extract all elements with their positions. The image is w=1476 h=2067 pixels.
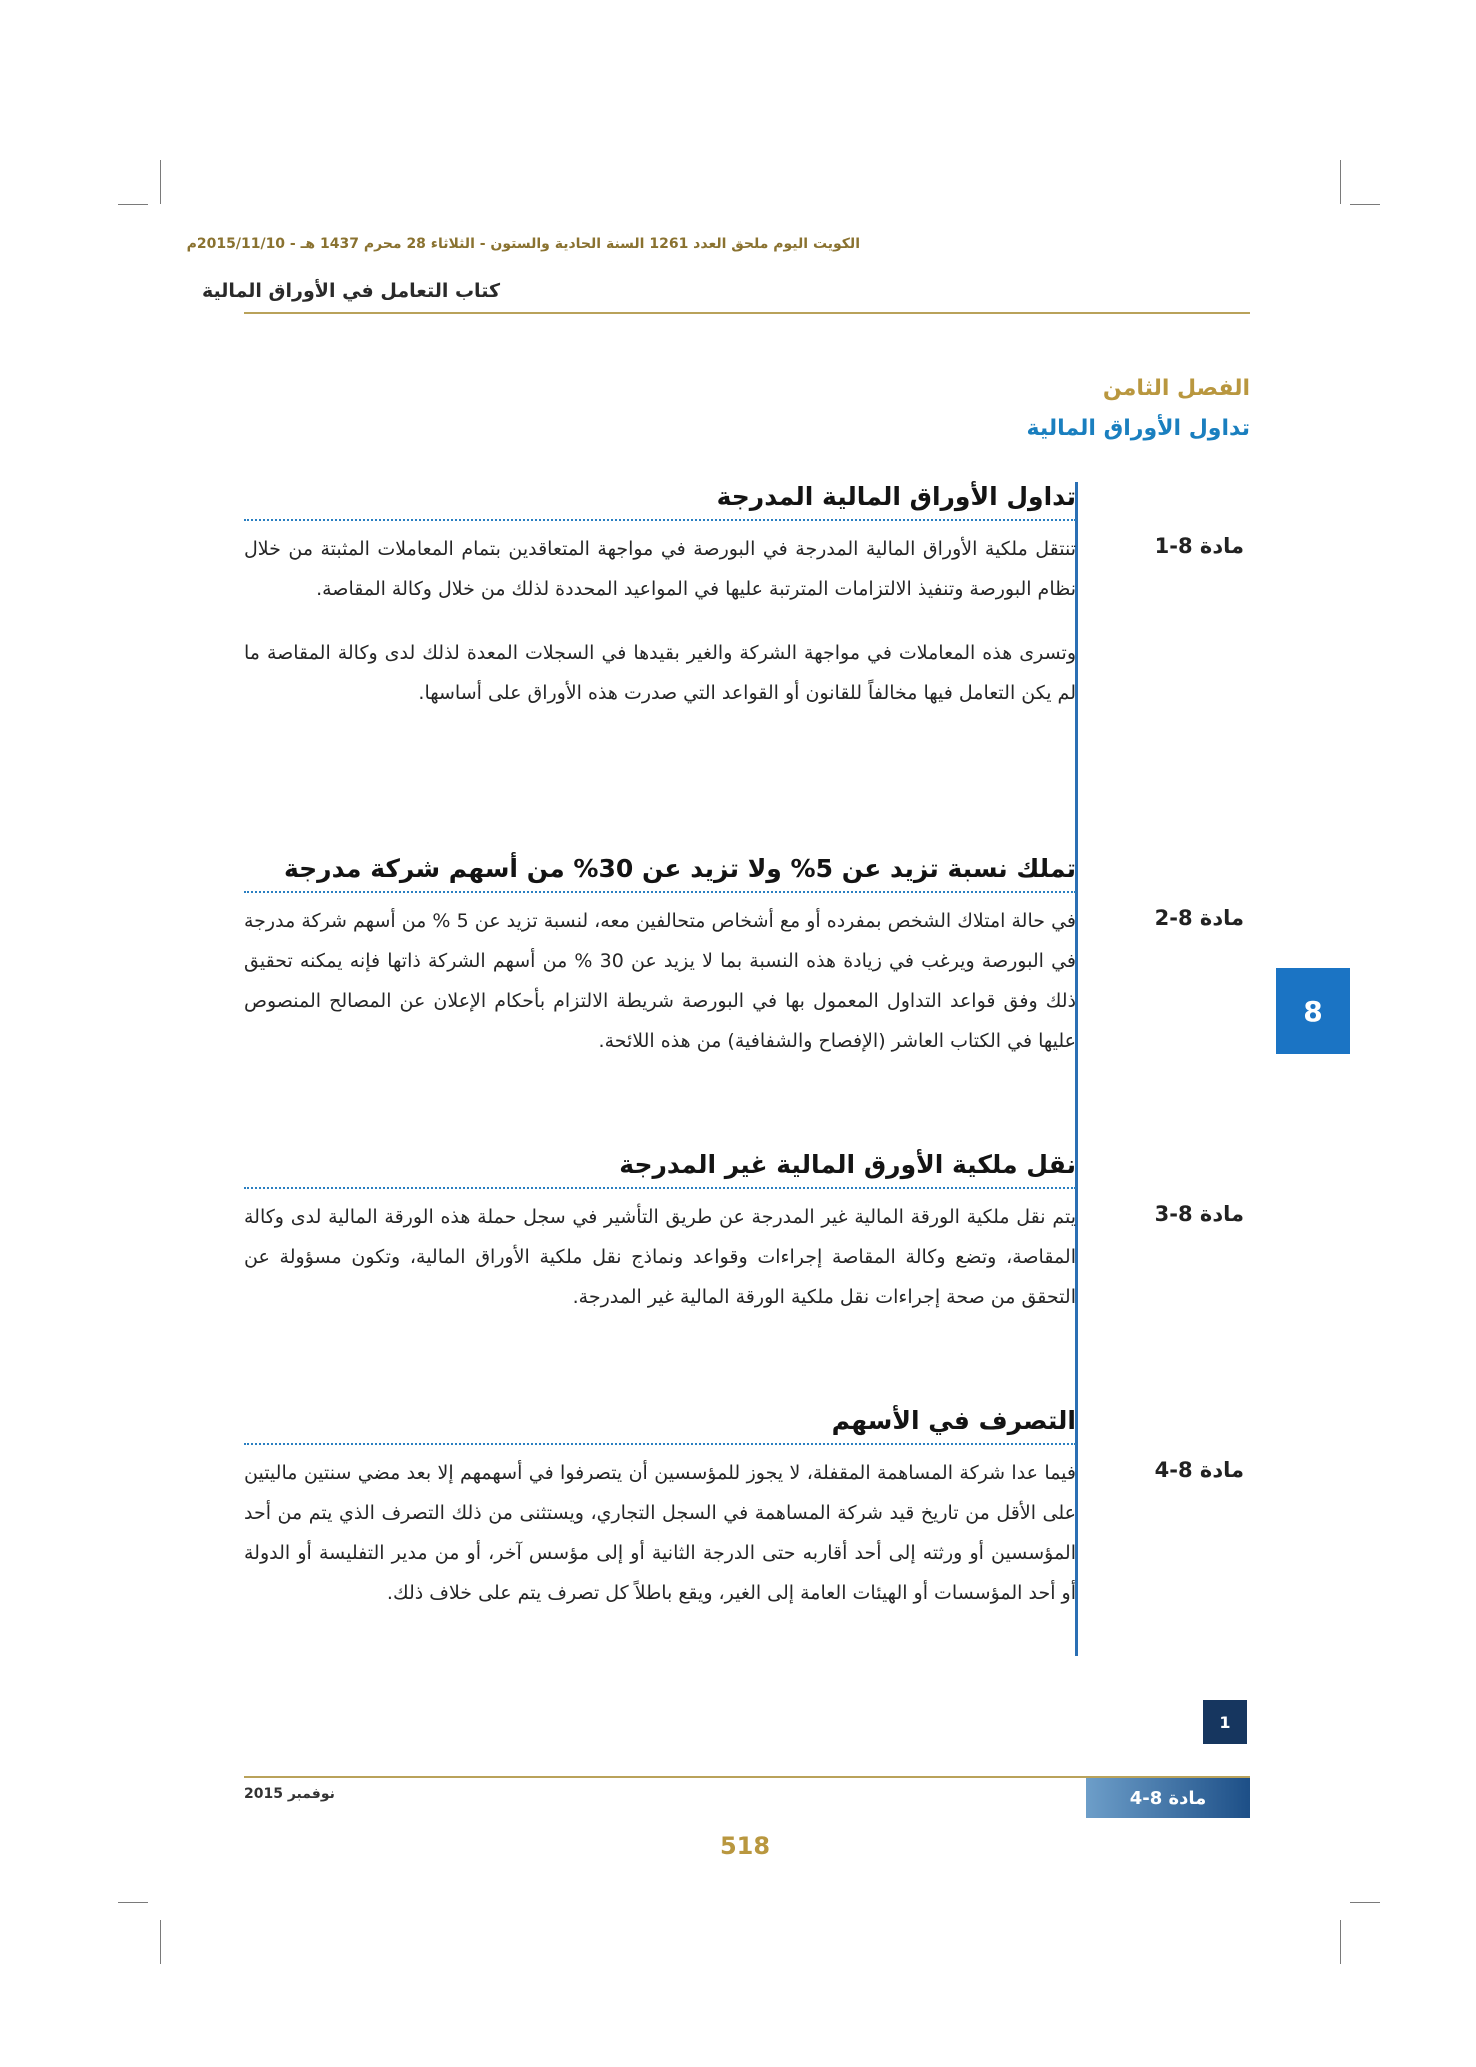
page-number: 518 xyxy=(719,1832,771,1860)
book-title: كتاب التعامل في الأوراق المالية xyxy=(202,280,500,302)
crop-mark xyxy=(118,204,148,205)
article-title: نقل ملكية الأورق المالية غير المدرجة xyxy=(244,1150,1076,1189)
footer-date: نوفمبر 2015 xyxy=(244,1786,335,1802)
crop-mark xyxy=(1350,1902,1380,1903)
gazette-header-line: الكويت اليوم ملحق العدد 1261 السنة الحادية والستون - الثلاثاء 28 محرم 1437 هـ - 2015/11/10م xyxy=(186,236,860,252)
article-number: مادة 8-1 xyxy=(1154,534,1244,558)
chapter-side-tab: 8 xyxy=(1276,968,1350,1054)
article-paragraph: في حالة امتلاك الشخص بمفرده أو مع أشخاص متحالفين معه، لنسبة تزيد عن 5 % من أسهم شركة مدرجة في البورصة ويرغب في زيادة هذه النسبة بما لا يزيد عن 30 % من أسهم الشركة ذاتها فإنه يمكنه تحقيق ذلك وفق قواعد التداول المعمول بها في البورصة شريطة الالتزام بأحكام الإعلان عن المصالح المنصوص عليها في الكتاب العاشر (الإفصاح والشفافية) من هذه اللائحة. xyxy=(244,910,1076,1052)
article-paragraph: تنتقل ملكية الأوراق المالية المدرجة في البورصة في مواجهة المتعاقدين بتمام المعاملات المثبتة من خلال نظام البورصة وتنفيذ الالتزامات المترتبة عليها في المواعيد المحددة لذلك من خلال وكالة المقاصة. xyxy=(244,538,1076,600)
article-number: مادة 8-2 xyxy=(1154,906,1244,930)
article-body xyxy=(244,901,1076,1061)
article-title: التصرف في الأسهم xyxy=(244,1406,1076,1445)
crop-mark xyxy=(160,1920,161,1964)
crop-mark xyxy=(1340,160,1341,204)
crop-mark xyxy=(160,160,161,204)
article-number: مادة 8-3 xyxy=(1154,1202,1244,1226)
page-index-box: 1 xyxy=(1203,1700,1247,1744)
article-paragraph: فيما عدا شركة المساهمة المقفلة، لا يجوز للمؤسسين أن يتصرفوا في أسهمهم إلا بعد مضي سنتين ماليتين على الأقل من تاريخ قيد شركة المساهمة في السجل التجاري، ويستثنى من ذلك التصرف الذي يتم من أحد المؤسسين أو ورثته إلى أحد أقاربه حتى الدرجة الثانية أو إلى مؤسس آخر، أو من مدير التفليسة أو الدولة أو أحد المؤسسات أو الهيئات العامة إلى الغير، ويقع باطلاً كل تصرف يتم على خلاف ذلك. xyxy=(244,1462,1076,1604)
article-body xyxy=(244,1453,1076,1613)
article-body xyxy=(244,1197,1076,1317)
footer-article-tab: مادة 8-4 xyxy=(1086,1778,1250,1818)
article-title: تملك نسبة تزيد عن 5% ولا تزيد عن 30% من أسهم شركة مدرجة xyxy=(244,854,1076,893)
crop-mark xyxy=(1340,1920,1341,1964)
article-section xyxy=(244,854,1076,1061)
article-body xyxy=(244,529,1076,713)
article-section xyxy=(244,482,1076,713)
crop-mark xyxy=(118,1902,148,1903)
article-section xyxy=(244,1406,1076,1613)
article-section xyxy=(244,1150,1076,1317)
header-divider xyxy=(244,312,1250,314)
article-paragraph: يتم نقل ملكية الورقة المالية غير المدرجة عن طريق التأشير في سجل حملة هذه الورقة المالية لدى وكالة المقاصة، وتضع وكالة المقاصة إجراءات وقواعد ونماذج نقل ملكية الأوراق المالية، وتكون مسؤولة عن التحقق من صحة إجراءات نقل ملكية الورقة المالية غير المدرجة. xyxy=(244,1206,1076,1308)
article-number: مادة 8-4 xyxy=(1154,1458,1244,1482)
chapter-subtitle: تداول الأوراق المالية xyxy=(1026,416,1250,441)
chapter-title: الفصل الثامن xyxy=(1102,376,1250,401)
crop-mark xyxy=(1350,204,1380,205)
article-paragraph: وتسرى هذه المعاملات في مواجهة الشركة والغير بقيدها في السجلات المعدة لذلك لدى وكالة المقاصة ما لم يكن التعامل فيها مخالفاً للقانون أو القواعد التي صدرت هذه الأوراق على أساسها. xyxy=(244,642,1076,704)
article-title: تداول الأوراق المالية المدرجة xyxy=(244,482,1076,521)
